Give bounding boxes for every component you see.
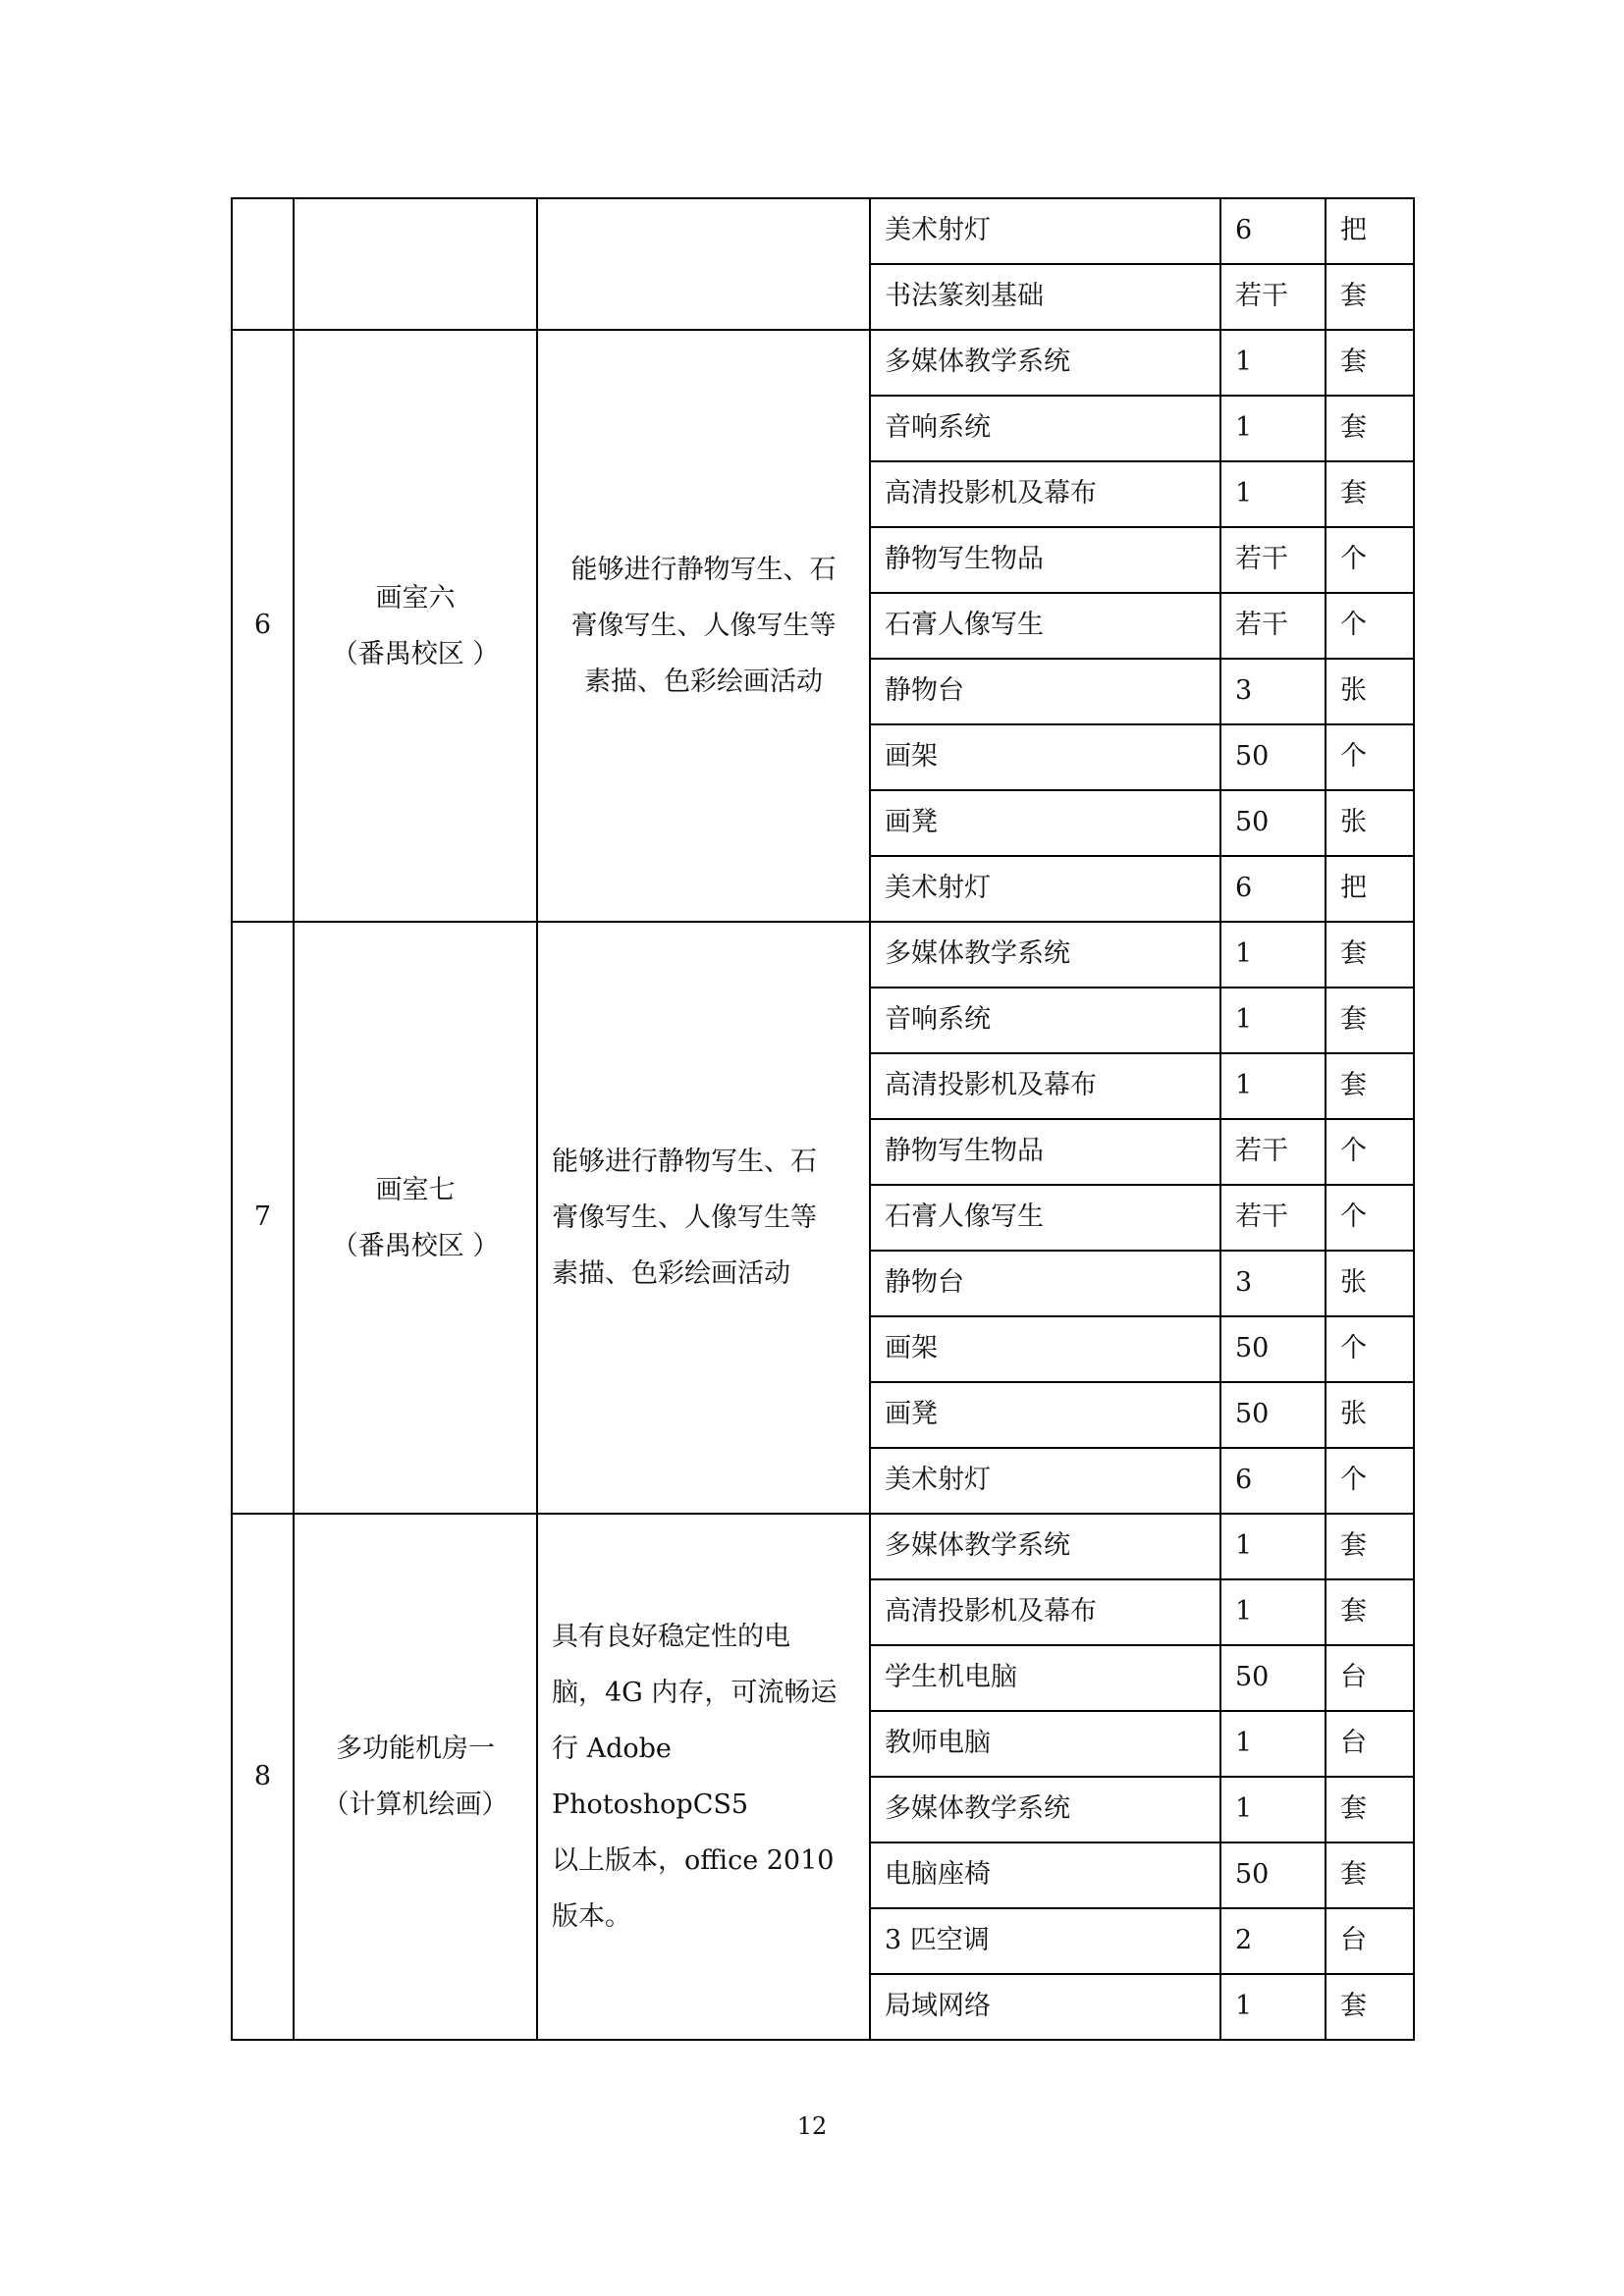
equipment-quantity-cell: 6 xyxy=(1220,198,1326,264)
room-number-cell: 6 xyxy=(232,330,294,922)
equipment-unit-cell: 个 xyxy=(1326,1119,1414,1185)
equipment-unit-cell: 把 xyxy=(1326,198,1414,264)
equipment-table-body xyxy=(232,198,1414,2040)
room-name-cell xyxy=(294,1514,537,2040)
equipment-name-cell: 美术射灯 xyxy=(870,1448,1220,1514)
room-name-line: 多功能机房一 xyxy=(336,1734,495,1764)
function-line: 膏像写生、人像写生等 xyxy=(552,1202,817,1233)
equipment-unit-cell: 套 xyxy=(1326,1974,1414,2040)
equipment-quantity-cell: 1 xyxy=(1220,1514,1326,1579)
equipment-name-cell: 学生机电脑 xyxy=(870,1645,1220,1711)
equipment-name-cell: 多媒体教学系统 xyxy=(870,330,1220,396)
function-line: 能够进行静物写生、石 xyxy=(552,1147,817,1177)
equipment-quantity-cell: 6 xyxy=(1220,1448,1326,1514)
room-name-line: （番禺校区 ） xyxy=(331,638,500,669)
room-number-cell: 8 xyxy=(232,1514,294,2040)
equipment-unit-cell: 把 xyxy=(1326,856,1414,922)
table-row xyxy=(232,922,1414,988)
equipment-quantity-cell: 50 xyxy=(1220,1382,1326,1448)
equipment-name-cell: 石膏人像写生 xyxy=(870,593,1220,659)
equipment-name-cell: 画凳 xyxy=(870,790,1220,856)
table-row xyxy=(232,198,1414,264)
equipment-unit-cell: 套 xyxy=(1326,1842,1414,1908)
equipment-unit-cell: 台 xyxy=(1326,1711,1414,1777)
equipment-unit-cell: 套 xyxy=(1326,1777,1414,1842)
equipment-name-cell: 局域网络 xyxy=(870,1974,1220,2040)
equipment-quantity-cell: 若干 xyxy=(1220,527,1326,593)
function-line: 行 Adobe PhotoshopCS5 xyxy=(552,1734,749,1820)
equipment-unit-cell: 个 xyxy=(1326,1448,1414,1514)
room-function-cell xyxy=(537,922,870,1514)
equipment-name-cell: 高清投影机及幕布 xyxy=(870,1579,1220,1645)
equipment-name-cell: 静物写生物品 xyxy=(870,1119,1220,1185)
room-name-line: （计算机绘画） xyxy=(322,1789,509,1820)
equipment-quantity-cell: 1 xyxy=(1220,330,1326,396)
equipment-quantity-cell: 1 xyxy=(1220,922,1326,988)
equipment-name-cell: 音响系统 xyxy=(870,396,1220,461)
room-number-cell: 7 xyxy=(232,922,294,1514)
equipment-quantity-cell: 1 xyxy=(1220,1579,1326,1645)
page-number: 12 xyxy=(796,2112,828,2140)
equipment-unit-cell: 套 xyxy=(1326,1579,1414,1645)
function-line: 素描、色彩绘画活动 xyxy=(552,1258,790,1289)
equipment-table xyxy=(231,197,1415,2041)
function-line: 能够进行静物写生、石 xyxy=(570,555,837,585)
equipment-name-cell: 美术射灯 xyxy=(870,198,1220,264)
equipment-unit-cell: 台 xyxy=(1326,1645,1414,1711)
equipment-unit-cell: 个 xyxy=(1326,724,1414,790)
room-name-line: 画室七 xyxy=(375,1174,456,1205)
equipment-unit-cell: 套 xyxy=(1326,988,1414,1053)
equipment-quantity-cell: 若干 xyxy=(1220,1119,1326,1185)
equipment-unit-cell: 套 xyxy=(1326,396,1414,461)
equipment-unit-cell: 张 xyxy=(1326,659,1414,724)
equipment-unit-cell: 套 xyxy=(1326,330,1414,396)
room-function-cell xyxy=(537,198,870,330)
equipment-quantity-cell: 6 xyxy=(1220,856,1326,922)
equipment-unit-cell: 台 xyxy=(1326,1908,1414,1974)
equipment-quantity-cell: 3 xyxy=(1220,659,1326,724)
equipment-unit-cell: 张 xyxy=(1326,1251,1414,1316)
equipment-unit-cell: 个 xyxy=(1326,1185,1414,1251)
equipment-name-cell: 静物写生物品 xyxy=(870,527,1220,593)
equipment-quantity-cell: 1 xyxy=(1220,1053,1326,1119)
equipment-quantity-cell: 1 xyxy=(1220,988,1326,1053)
equipment-quantity-cell: 1 xyxy=(1220,1777,1326,1842)
equipment-unit-cell: 个 xyxy=(1326,593,1414,659)
equipment-name-cell: 美术射灯 xyxy=(870,856,1220,922)
equipment-quantity-cell: 50 xyxy=(1220,724,1326,790)
function-line: 脑，4G 内存，可流畅运 xyxy=(552,1678,838,1708)
room-name-cell xyxy=(294,198,537,330)
equipment-name-cell: 3 匹空调 xyxy=(870,1908,1220,1974)
equipment-quantity-cell: 50 xyxy=(1220,1316,1326,1382)
equipment-name-cell: 画架 xyxy=(870,724,1220,790)
room-name-cell xyxy=(294,330,537,922)
equipment-quantity-cell: 50 xyxy=(1220,1645,1326,1711)
equipment-quantity-cell: 50 xyxy=(1220,790,1326,856)
equipment-quantity-cell: 3 xyxy=(1220,1251,1326,1316)
room-name-line: 画室六 xyxy=(375,582,456,614)
equipment-name-cell: 画凳 xyxy=(870,1382,1220,1448)
equipment-name-cell: 多媒体教学系统 xyxy=(870,1777,1220,1842)
equipment-quantity-cell: 若干 xyxy=(1220,1185,1326,1251)
room-name-cell xyxy=(294,922,537,1514)
equipment-name-cell: 电脑座椅 xyxy=(870,1842,1220,1908)
function-line: 膏像写生、人像写生等 xyxy=(570,611,837,641)
function-line: 版本。 xyxy=(552,1901,631,1932)
equipment-unit-cell: 个 xyxy=(1326,1316,1414,1382)
equipment-quantity-cell: 2 xyxy=(1220,1908,1326,1974)
equipment-name-cell: 石膏人像写生 xyxy=(870,1185,1220,1251)
equipment-name-cell: 音响系统 xyxy=(870,988,1220,1053)
table-row xyxy=(232,1514,1414,1579)
equipment-quantity-cell: 若干 xyxy=(1220,264,1326,330)
equipment-name-cell: 画架 xyxy=(870,1316,1220,1382)
equipment-name-cell: 书法篆刻基础 xyxy=(870,264,1220,330)
equipment-name-cell: 静物台 xyxy=(870,1251,1220,1316)
equipment-name-cell: 高清投影机及幕布 xyxy=(870,461,1220,527)
equipment-name-cell: 静物台 xyxy=(870,659,1220,724)
equipment-unit-cell: 套 xyxy=(1326,1514,1414,1579)
room-function-cell xyxy=(537,1514,870,2040)
table-row xyxy=(232,330,1414,396)
equipment-quantity-cell: 50 xyxy=(1220,1842,1326,1908)
equipment-name-cell: 教师电脑 xyxy=(870,1711,1220,1777)
equipment-quantity-cell: 1 xyxy=(1220,396,1326,461)
room-name-line: （番禺校区 ） xyxy=(331,1230,500,1261)
equipment-quantity-cell: 1 xyxy=(1220,461,1326,527)
function-line: 具有良好稳定性的电 xyxy=(552,1622,790,1652)
equipment-unit-cell: 套 xyxy=(1326,1053,1414,1119)
equipment-name-cell: 多媒体教学系统 xyxy=(870,1514,1220,1579)
room-number-cell xyxy=(232,198,294,330)
equipment-unit-cell: 套 xyxy=(1326,461,1414,527)
equipment-unit-cell: 个 xyxy=(1326,527,1414,593)
equipment-unit-cell: 张 xyxy=(1326,790,1414,856)
equipment-name-cell: 多媒体教学系统 xyxy=(870,922,1220,988)
equipment-unit-cell: 套 xyxy=(1326,922,1414,988)
equipment-unit-cell: 套 xyxy=(1326,264,1414,330)
function-line: 以上版本，office 2010 xyxy=(552,1845,835,1876)
equipment-quantity-cell: 1 xyxy=(1220,1711,1326,1777)
equipment-unit-cell: 张 xyxy=(1326,1382,1414,1448)
function-line: 素描、色彩绘画活动 xyxy=(584,667,823,697)
equipment-quantity-cell: 若干 xyxy=(1220,593,1326,659)
room-function-cell xyxy=(537,330,870,922)
equipment-quantity-cell: 1 xyxy=(1220,1974,1326,2040)
equipment-name-cell: 高清投影机及幕布 xyxy=(870,1053,1220,1119)
